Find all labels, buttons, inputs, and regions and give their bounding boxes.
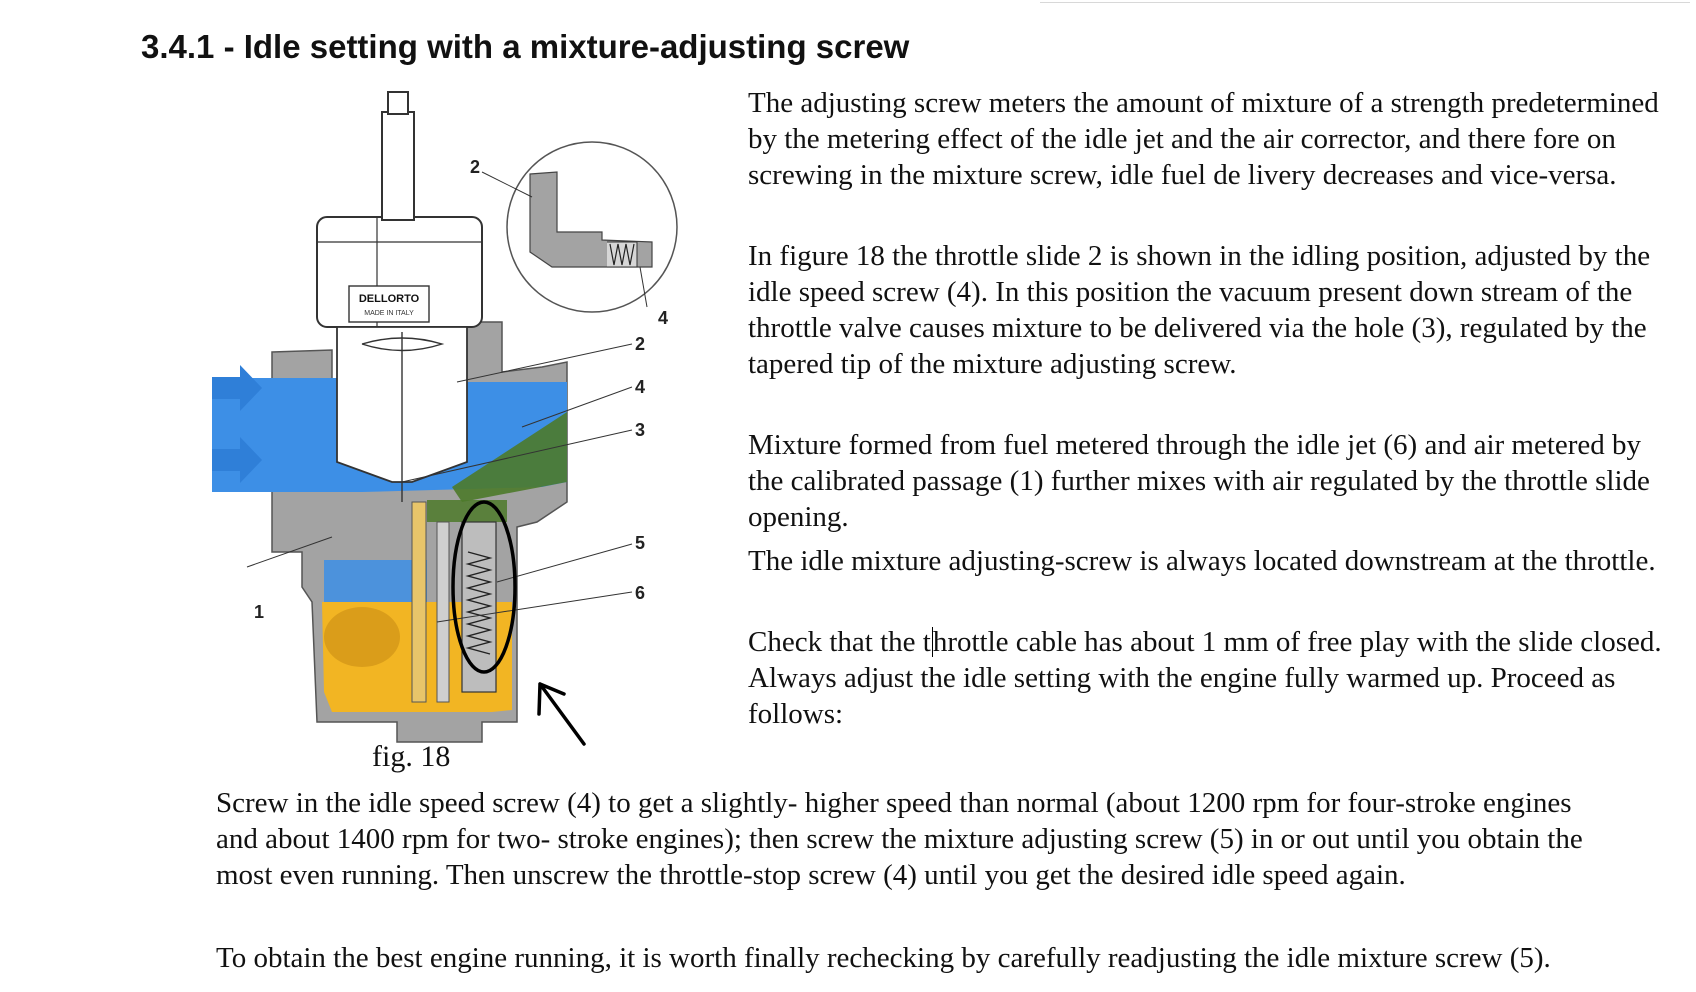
callout-6: 6 [635,583,646,603]
callout-2-detail: 2 [470,157,481,177]
paragraph-5 [748,624,1668,732]
paragraph-7: To obtain the best engine running, it is worth finally rechecking by carefully readjusting the idle mixture screw (5). [216,942,1551,974]
paragraph-4: The idle mixture adjusting-screw is always located downstream at the throttle. [748,545,1656,577]
callout-4-detail: 4 [658,308,669,328]
figure-caption: fig. 18 [372,740,451,773]
paragraph-6: Screw in the idle speed screw (4) to get a slightly- higher speed than normal (about 1200 rpm for four-stroke engines and about 1400 rpm for two- stroke engines); then screw the mixture adjusting screw (5) in or out until you obtain the most even running. Then unscrew the throttle-stop screw (4) until you get the desired idle speed again. [216,787,1583,891]
callout-1: 1 [254,602,265,622]
brand-label: DELLORTO [358,293,420,305]
stem-nut [388,92,408,114]
callout-4: 4 [635,377,646,397]
paragraph-3: Mixture formed from fuel metered through the idle jet (6) and air metered by the calibrated passage (1) further mixes with air regulated by the throttle slide opening. [748,429,1650,533]
paragraph-1: The adjusting screw meters the amount of mixture of a strength predetermined by the metering effect of the idle jet and the air corrector, and there fore on screwing in the mixture screw, idle fuel de livery decreases and vice-versa. [748,87,1659,191]
section-title: 3.4.1 - Idle setting with a mixture-adjusting screw [141,28,910,65]
cable-stem [382,112,414,220]
callout-5: 5 [635,533,646,553]
brand-sublabel: MADE IN ITALY [364,310,414,317]
paragraph-5-start: Check that the t [748,626,931,658]
main-jet-tube [437,522,449,702]
float [324,607,400,667]
mixture-screw-housing [462,522,496,692]
paragraph-5-rest: hrottle cable has about 1 mm of free play with the slide closed. Always adjust the idle setting with the engine fully warmed up. Proceed as follows: [748,626,1662,730]
callout-3: 3 [635,420,646,440]
callout-2: 2 [635,334,646,354]
carburettor-diagram [212,82,712,762]
paragraph-2: In figure 18 the throttle slide 2 is shown in the idling position, adjusted by the idle speed screw (4). In this position the vacuum present down stream of the throttle valve causes mixture to be delivered via the hole (3), regulated by the tapered tip of the mixture adjusting screw. [748,240,1651,380]
idle-jet-tube [412,502,426,702]
top-divider [1040,2,1690,3]
highlight-arrow [539,684,584,744]
